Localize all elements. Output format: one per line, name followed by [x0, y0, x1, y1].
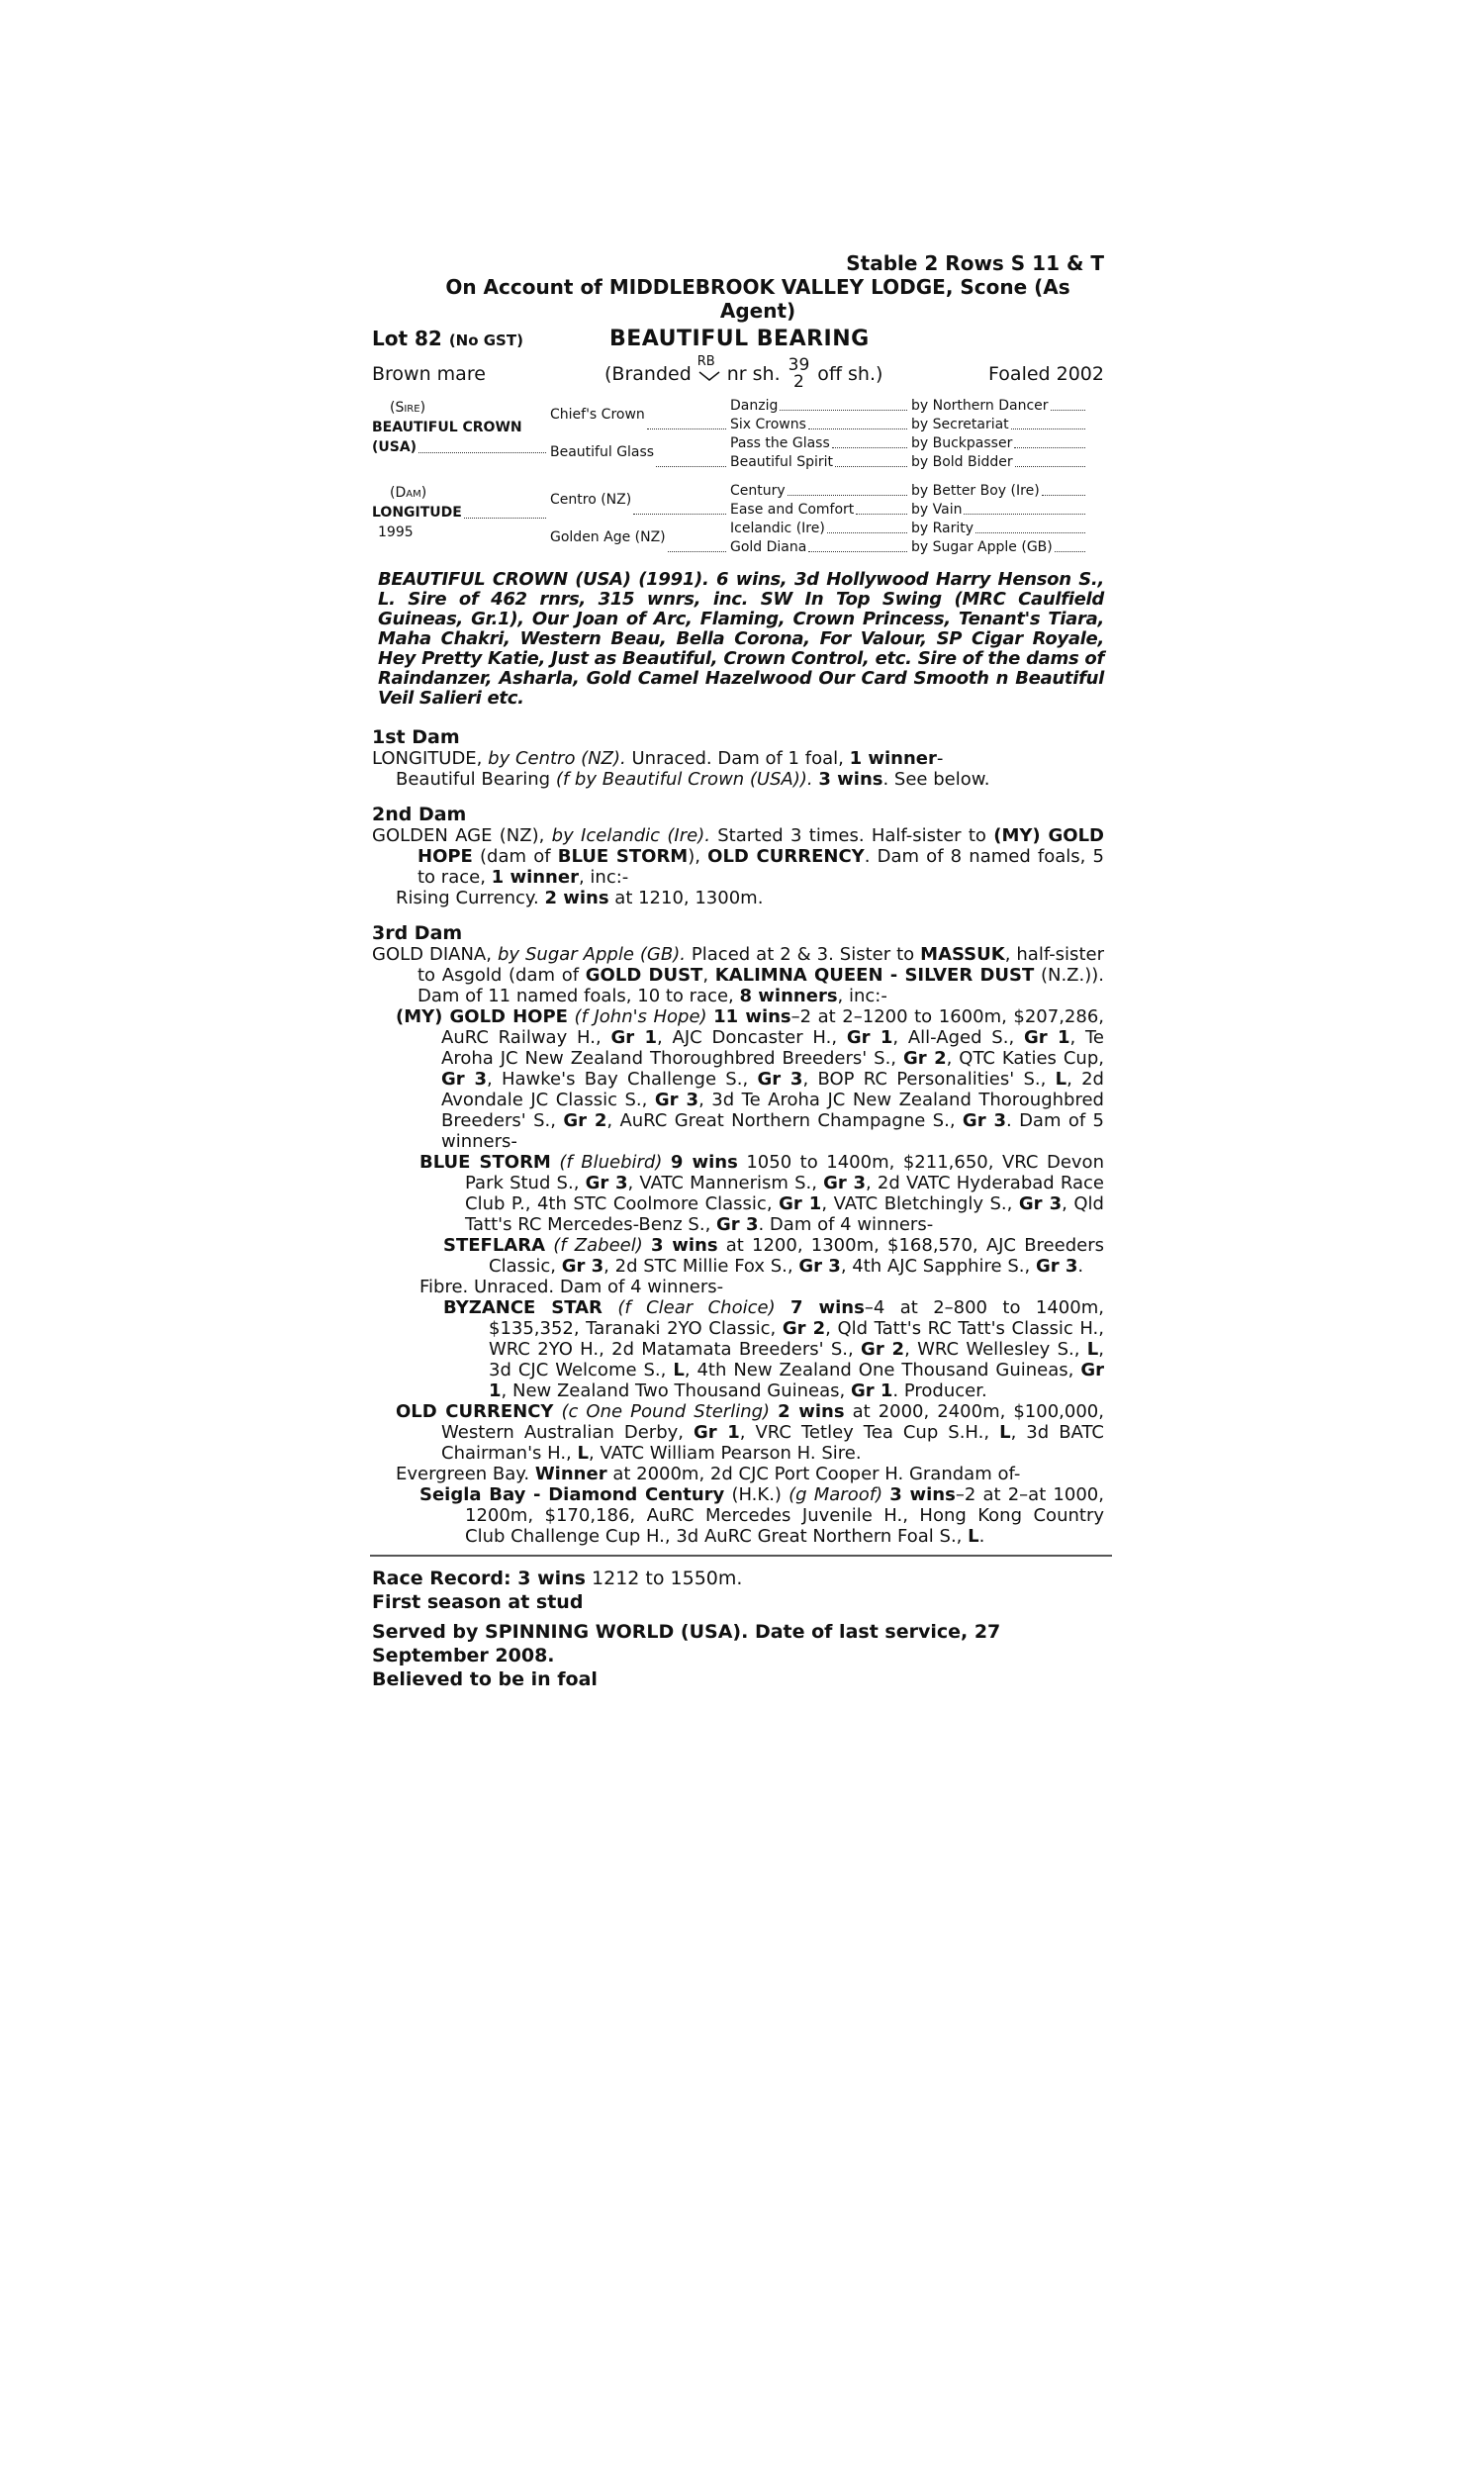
ggp-name: Six Crowns [730, 416, 806, 432]
dot-leader [418, 451, 546, 453]
ggp-1 [730, 396, 911, 415]
byzance-star-entry: BYZANCE STAR (f Clear Choice) 7 wins–4 at 2–800 to 1400m, $135,352, Taranaki 2YO Classic, Gr 2, Qld Tatt's RC Tatt's Classic H., WRC 2YO H., 2d Matamata Breeders' S., Gr 2, WRC Wellesley S., L, 3d CJC Welcome S., L, 4th New Zealand One Thousand Guineas, Gr 1, New Zealand Two Thousand Guineas, Gr 1. Producer. [443, 1297, 1104, 1401]
dot-leader [647, 428, 726, 429]
dam-name: LONGITUDE [372, 505, 462, 521]
foal-status: Believed to be in foal [372, 1668, 598, 1690]
ggp-8 [730, 537, 911, 556]
lot-number [372, 327, 609, 350]
dot-leader [808, 428, 907, 429]
dam-cell [372, 481, 550, 556]
ggp-3 [730, 433, 911, 452]
grandparent-3 [550, 481, 730, 519]
dot-leader [464, 517, 546, 519]
gp-name: Centro (NZ) [550, 492, 632, 508]
dot-leader [827, 531, 907, 533]
sire-tag: (Sire) [390, 400, 426, 416]
lot-label: Lot 82 [372, 327, 442, 350]
brand-frac-bottom: 2 [793, 372, 804, 392]
dot-leader [832, 446, 907, 448]
ggp-sire: by Secretariat [911, 416, 1009, 432]
dot-leader [1015, 465, 1085, 467]
dot-leader [808, 550, 907, 552]
fibre-entry: Fibre. Unraced. Dam of 4 winners- [419, 1277, 724, 1297]
dot-leader [1014, 446, 1085, 448]
ggp-sire: by Rarity [911, 520, 974, 536]
brand-line [604, 354, 980, 392]
first-dam-text: LONGITUDE, by Centro (NZ). Unraced. Dam of 1 foal, 1 winner- [372, 748, 944, 769]
second-dam-heading: 2nd Dam [372, 804, 467, 825]
dot-leader [1055, 550, 1085, 552]
ggp-sire-7 [911, 519, 1089, 537]
dot-leader [656, 465, 726, 467]
ggp-name: Ease and Comfort [730, 501, 855, 518]
third-dam-text: GOLD DIANA, by Sugar Apple (GB). Placed at 2 & 3. Sister to MASSUK, half-sister to Asgold (dam of GOLD DUST, KALIMNA QUEEN - SILVER DUST (N.Z.)). Dam of 11 named foals, 10 to race, 8 winners, inc:- [372, 944, 1104, 1006]
ggp-name: Century [730, 482, 786, 499]
seigla-bay-entry: Seigla Bay - Diamond Century (H.K.) (g Maroof) 3 wins–2 at 2–at 1000, 1200m, $170,186, AuRC Mercedes Juvenile H., Hong Kong Country Club Challenge Cup H., 3d AuRC Great Northern Foal S., L. [419, 1484, 1104, 1547]
grandparent-2 [550, 433, 730, 471]
ggp-6 [730, 500, 911, 519]
evergreen-bay-entry: Evergreen Bay. Winner at 2000m, 2d CJC Port Cooper H. Grandam of- [396, 1464, 1021, 1484]
off-shoulder: off sh.) [817, 363, 883, 385]
grandparent-4 [550, 519, 730, 556]
pedigree-gap [372, 471, 1089, 481]
ggp-sire: by Better Boy (Ire) [911, 482, 1040, 499]
ggp-name: Pass the Glass [730, 434, 830, 451]
third-dam-heading: 3rd Dam [372, 922, 463, 944]
dam-year: 1995 [378, 524, 414, 540]
gold-hope-entry: (MY) GOLD HOPE (f John's Hope) 11 wins–2 at 2–1200 to 1600m, $207,286, AuRC Railway H., Gr 1, AJC Doncaster H., Gr 1, All-Aged S., Gr 1, Te Aroha JC New Zealand Thoroughbred Breeders' S., Gr 2, QTC Katies Cup, Gr 3, Hawke's Bay Challenge S., Gr 3, BOP RC Personalities' S., L, 2d Avondale JC Classic S., Gr 3, 3d Te Aroha JC New Zealand Thoroughbred Breeders' S., Gr 2, AuRC Great Northern Champagne S., Gr 3. Dam of 5 winners- [396, 1006, 1104, 1152]
dot-leader [633, 513, 726, 515]
sire-summary: BEAUTIFUL CROWN (USA) (1991). 6 wins, 3d Hollywood Harry Henson S., L. Sire of 462 rnrs, 315 wnrs, inc. SW In Top Swing (MRC Caulfield Guineas, Gr.1), Our Joan of Arc, Flaming, Crown Princess, Tenant's Tiara, Maha Chakri, Western Beau, Bella Corona, For Valour, SP Cigar Royale, Hey Pretty Katie, Just as Beautiful, Crown Control, etc. Sire of the dams of Raindanzer, Asharla, Gold Camel Hazelwood Our Card Smooth n Beautiful Veil Salieri etc. [378, 569, 1104, 709]
dot-leader [668, 550, 726, 552]
dot-leader [780, 409, 907, 411]
brand-mark-icon [696, 354, 723, 390]
second-dam-text: GOLDEN AGE (NZ), by Icelandic (Ire). Started 3 times. Half-sister to (MY) GOLD HOPE (dam of BLUE STORM), OLD CURRENCY. Dam of 8 named foals, 5 to race, 1 winner, inc:- [372, 825, 1105, 888]
blue-storm-entry: BLUE STORM (f Bluebird) 9 wins 1050 to 1400m, $211,650, VRC Devon Park Stud S., Gr 3, VATC Mannerism S., Gr 3, 2d VATC Hyderabad Race Club P., 4th STC Coolmore Classic, Gr 1, VATC Bletchingly S., Gr 3, Qld Tatt's RC Mercedes-Benz S., Gr 3. Dam of 4 winners- [419, 1152, 1104, 1235]
gp-name: Chief's Crown [550, 407, 645, 423]
lot-line [372, 327, 1104, 356]
gp-name: Golden Age (NZ) [550, 529, 666, 545]
ggp-4 [730, 452, 911, 471]
ggp-sire: by Bold Bidder [911, 453, 1013, 470]
ggp-5 [730, 481, 911, 500]
ggp-sire: by Northern Dancer [911, 397, 1049, 414]
branded-prefix: (Branded [604, 363, 692, 385]
ggp-name: Danzig [730, 397, 779, 414]
second-dam-offspring: Rising Currency. 2 wins at 1210, 1300m. [396, 888, 764, 908]
race-record: Race Record: 3 wins 1212 to 1550m. [372, 1568, 743, 1589]
sire-origin: (USA) [372, 439, 417, 455]
brand-frac-top: 39 [788, 355, 810, 375]
brand-letters: RB [696, 354, 715, 369]
dot-leader [1042, 494, 1085, 496]
horse-name: BEAUTIFUL BEARING [609, 327, 870, 351]
horse-description [372, 356, 1104, 392]
service-info: Served by SPINNING WORLD (USA). Date of last service, 27 September 2008. [372, 1621, 1001, 1666]
ggp-sire-2 [911, 415, 1089, 433]
dot-leader [835, 465, 907, 467]
ggp-2 [730, 415, 911, 433]
ggp-sire: by Buckpasser [911, 434, 1013, 451]
dam-tag: (Dam) [390, 485, 427, 501]
pedigree-table [372, 396, 1104, 556]
near-shoulder: nr sh. [726, 363, 781, 385]
sire-name: BEAUTIFUL CROWN [372, 420, 522, 435]
gp-name: Beautiful Glass [550, 444, 655, 460]
dot-leader [1011, 428, 1085, 429]
ggp-sire: by Vain [911, 501, 963, 518]
dot-leader [856, 513, 907, 515]
gst-note: (No GST) [448, 332, 523, 349]
ggp-sire-4 [911, 452, 1089, 471]
steflara-entry: STEFLARA (f Zabeel) 3 wins at 1200, 1300m, $168,570, AJC Breeders Classic, Gr 3, 2d STC Millie Fox S., Gr 3, 4th AJC Sapphire S., Gr 3. [443, 1235, 1104, 1277]
stable-location: Stable 2 Rows S 11 & T [846, 251, 1104, 275]
dot-leader [975, 531, 1085, 533]
stud-season: First season at stud [372, 1591, 584, 1613]
ggp-name: Icelandic (Ire) [730, 520, 825, 536]
ggp-sire-5 [911, 481, 1089, 500]
old-currency-entry: OLD CURRENCY (c One Pound Sterling) 2 wins at 2000, 2400m, $100,000, Western Australian Derby, Gr 1, VRC Tetley Tea Cup S.H., L, 3d BATC Chairman's H., L, VATC William Pearson H. Sire. [396, 1401, 1104, 1464]
ggp-sire-1 [911, 396, 1089, 415]
dot-leader [788, 494, 907, 496]
dot-leader [1051, 409, 1085, 411]
ggp-sire: by Sugar Apple (GB) [911, 538, 1053, 555]
catalogue-page [372, 251, 1104, 1691]
first-dam-heading: 1st Dam [372, 726, 460, 748]
ggp-sire-6 [911, 500, 1089, 519]
ggp-name: Gold Diana [730, 538, 807, 555]
ggp-7 [730, 519, 911, 537]
grandparent-1 [550, 396, 730, 433]
sire-cell [372, 396, 550, 471]
ggp-sire-3 [911, 433, 1089, 452]
ggp-name: Beautiful Spirit [730, 453, 833, 470]
vendor-account: On Account of MIDDLEBROOK VALLEY LODGE, Scone (As Agent) [445, 275, 1070, 323]
ggp-sire-8 [911, 537, 1089, 556]
color-sex: Brown mare [372, 363, 486, 385]
divider [370, 1555, 1112, 1557]
foaled-year: Foaled 2002 [988, 363, 1104, 385]
first-dam-offspring: Beautiful Bearing (f by Beautiful Crown (USA)). 3 wins. See below. [396, 769, 990, 790]
dot-leader [964, 513, 1085, 515]
brand-fraction [788, 357, 810, 391]
